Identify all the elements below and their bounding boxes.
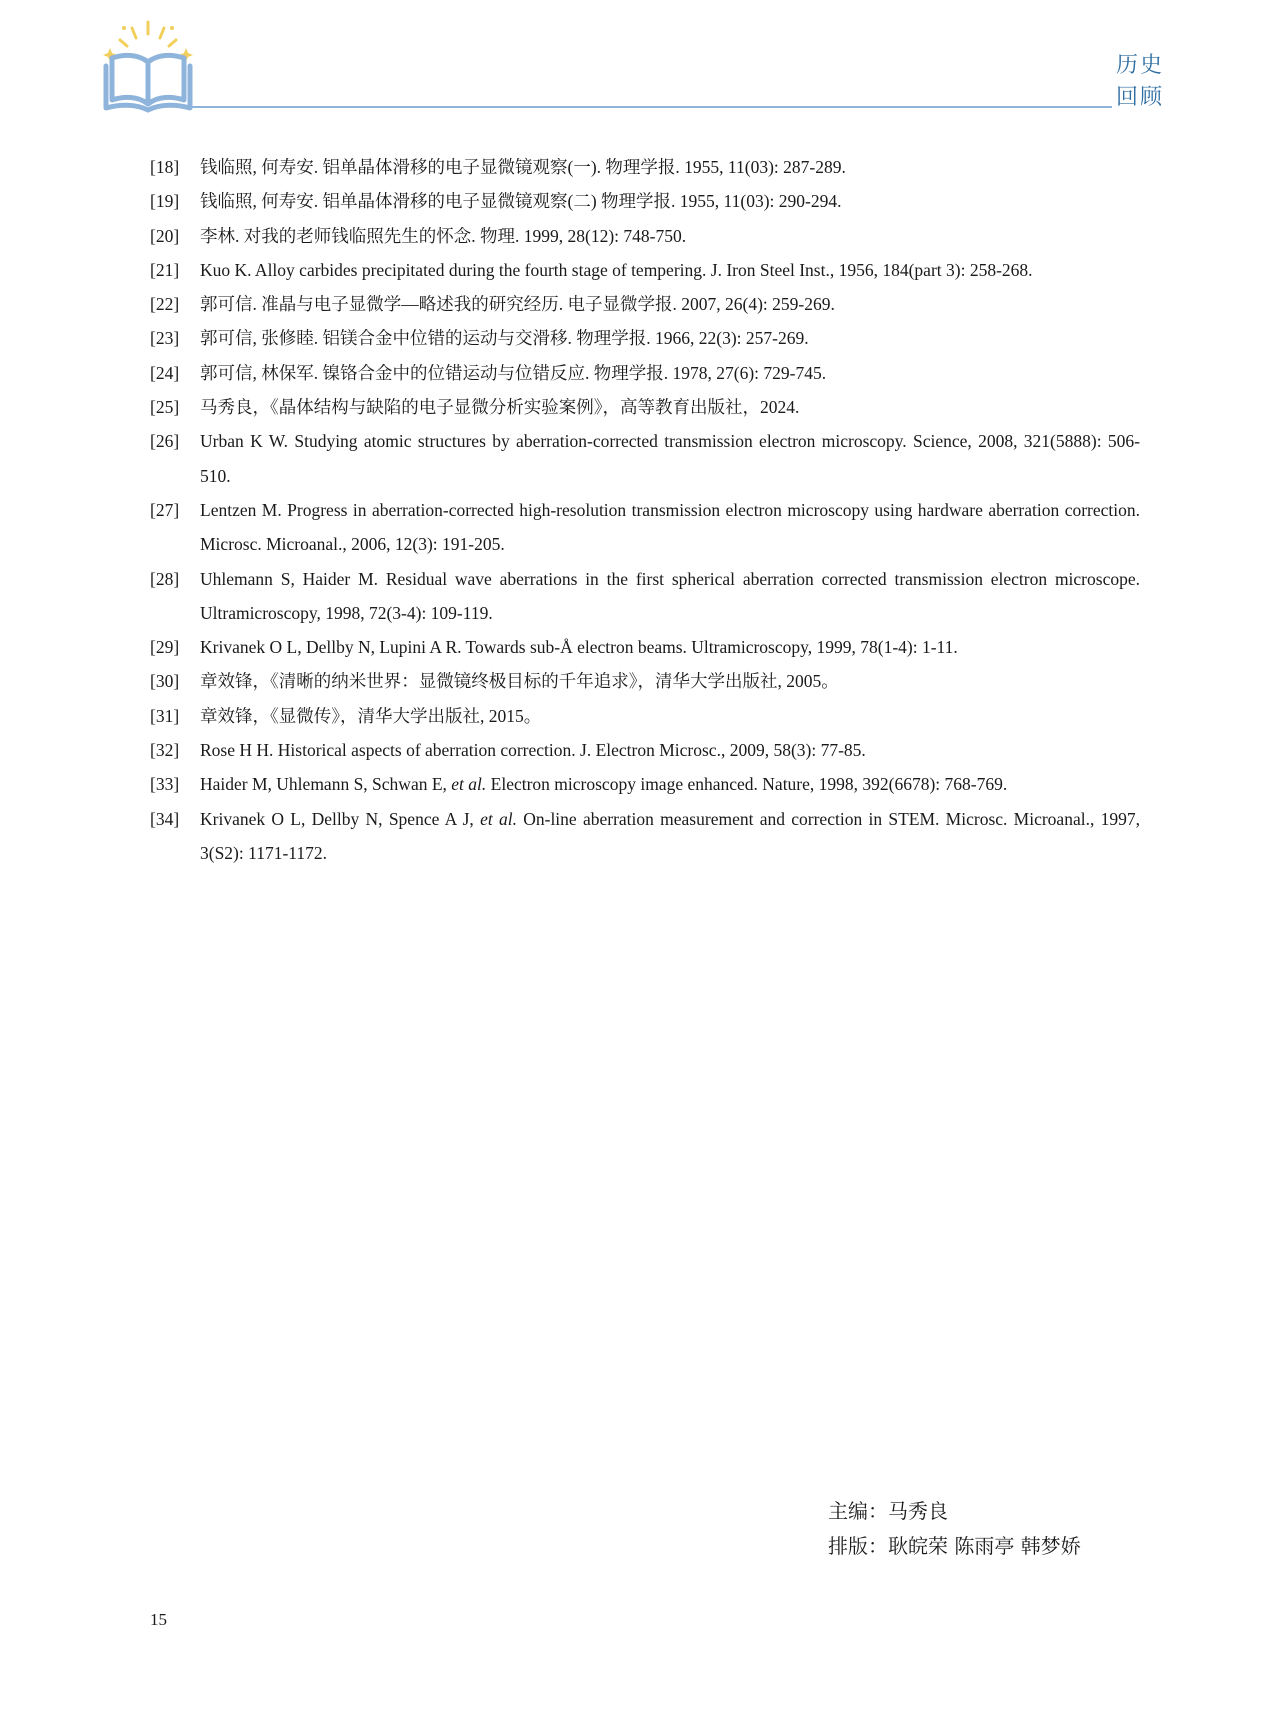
reference-item xyxy=(150,664,1140,698)
reference-number: [19] xyxy=(150,191,180,212)
reference-text: Lentzen M. Progress in aberration-corrected high-resolution transmission electron microscopy using hardware aberration correction. Microsc. Microanal., 2006, 12(3): 191-205. xyxy=(200,499,1140,555)
reference-number: [18] xyxy=(150,157,180,177)
et-al-italic: et al. xyxy=(451,774,487,795)
reference-number: [21] xyxy=(150,259,180,280)
reference-text: 郭可信, 林保军. 镍铬合金中的位错运动与位错反应. 物理学报. 1978, 27(6): 729-745. xyxy=(200,362,827,383)
reference-item xyxy=(150,767,1140,801)
reference-item xyxy=(150,321,1140,355)
reference-text: 李林. 对我的老师钱临照先生的怀念. 物理. 1999, 28(12): 748-750. xyxy=(200,225,687,246)
reference-text xyxy=(200,767,1140,801)
reference-text xyxy=(200,802,1140,871)
reference-number: [31] xyxy=(150,705,180,726)
reference-text: 马秀良，《晶体结构与缺陷的电子显微分析实验案例》，高等教育出版社，2024. xyxy=(200,397,800,418)
reference-item xyxy=(150,219,1140,253)
credits xyxy=(828,1494,1081,1564)
et-al-italic: et al. xyxy=(480,808,517,829)
reference-number: [28] xyxy=(150,568,180,589)
reference-number: [33] xyxy=(150,774,180,795)
header-rule xyxy=(186,106,1112,108)
page-number: 15 xyxy=(150,1610,167,1629)
reference-list xyxy=(150,150,1140,870)
section-title-line2: 回顾 xyxy=(1116,85,1165,110)
reference-authors: Krivanek O L, Dellby N, Spence A J, xyxy=(200,808,481,829)
reference-number: [20] xyxy=(150,225,180,246)
reference-number: [23] xyxy=(150,328,180,349)
reference-number: [32] xyxy=(150,740,180,761)
reference-authors: Haider M, Uhlemann S, Schwan E, xyxy=(200,774,452,795)
reference-text: Krivanek O L, Dellby N, Lupini A R. Towards sub-Å electron beams. Ultramicroscopy, 1999, 78(1-4): 1-11. xyxy=(200,637,958,658)
section-title xyxy=(1116,50,1176,114)
reference-item xyxy=(150,562,1140,631)
editor-credit: 主编：马秀良 xyxy=(828,1499,948,1523)
reference-number: [26] xyxy=(150,431,180,452)
reference-item xyxy=(150,733,1140,767)
reference-text: 章效锋，《清晰的纳米世界：显微镜终极目标的千年追求》，清华大学出版社, 2005。 xyxy=(200,671,839,692)
reference-item xyxy=(150,630,1140,664)
reference-number: [22] xyxy=(150,294,180,315)
reference-rest: On-line aberration measurement and correction in STEM. Microsc. Microanal., 1997, 3(S2): 1171-1172. xyxy=(200,808,1140,863)
reference-item xyxy=(150,356,1140,390)
reference-text: Uhlemann S, Haider M. Residual wave aberrations in the first spherical aberration corrected transmission electron microscope. Ultramicroscopy, 1998, 72(3-4): 109-119. xyxy=(200,568,1140,623)
reference-item xyxy=(150,184,1140,218)
reference-item xyxy=(150,390,1140,424)
reference-number: [30] xyxy=(150,671,180,692)
reference-number: [34] xyxy=(150,808,180,829)
reference-text: Urban K W. Studying atomic structures by aberration-corrected transmission electron microscopy. Science, 2008, 321(5888): 506-510. xyxy=(200,431,1140,486)
reference-number: [24] xyxy=(150,362,180,383)
reference-rest: Electron microscopy image enhanced. Nature, 1998, 392(6678): 768-769. xyxy=(486,774,1008,795)
reference-item xyxy=(150,253,1140,287)
reference-text: 郭可信. 准晶与电子显微学—略述我的研究经历. 电子显微学报. 2007, 26(4): 259-269. xyxy=(200,294,835,315)
reference-number: [27] xyxy=(150,499,180,520)
section-title-line1: 历史 xyxy=(1116,53,1165,78)
reference-item xyxy=(150,699,1140,733)
reference-item xyxy=(150,424,1140,493)
reference-text: 钱临照, 何寿安. 铝单晶体滑移的电子显微镜观察(二) 物理学报. 1955, 11(03): 290-294. xyxy=(200,191,842,212)
reference-item xyxy=(150,150,1140,184)
reference-text: Kuo K. Alloy carbides precipitated during the fourth stage of tempering. J. Iron Steel Inst., 1956, 184(part 3): 258-268. xyxy=(200,259,1033,280)
reference-item xyxy=(150,287,1140,321)
reference-number: [25] xyxy=(150,397,180,418)
reference-text: 钱临照, 何寿安. 铝单晶体滑移的电子显微镜观察(一). 物理学报. 1955, 11(03): 287-289. xyxy=(200,157,846,177)
reference-text: 郭可信, 张修睦. 铝镁合金中位错的运动与交滑移. 物理学报. 1966, 22(3): 257-269. xyxy=(200,328,809,349)
layout-credit: 排版：耿皖荣 陈雨亭 韩梦娇 xyxy=(828,1534,1081,1558)
reference-item xyxy=(150,802,1140,871)
reference-item xyxy=(150,493,1140,562)
logo-book-icon xyxy=(100,18,196,114)
reference-text: Rose H H. Historical aspects of aberration correction. J. Electron Microsc., 2009, 58(3): 77-85. xyxy=(200,740,866,761)
reference-text: 章效锋，《显微传》，清华大学出版社, 2015。 xyxy=(200,705,542,726)
reference-number: [29] xyxy=(150,637,180,658)
